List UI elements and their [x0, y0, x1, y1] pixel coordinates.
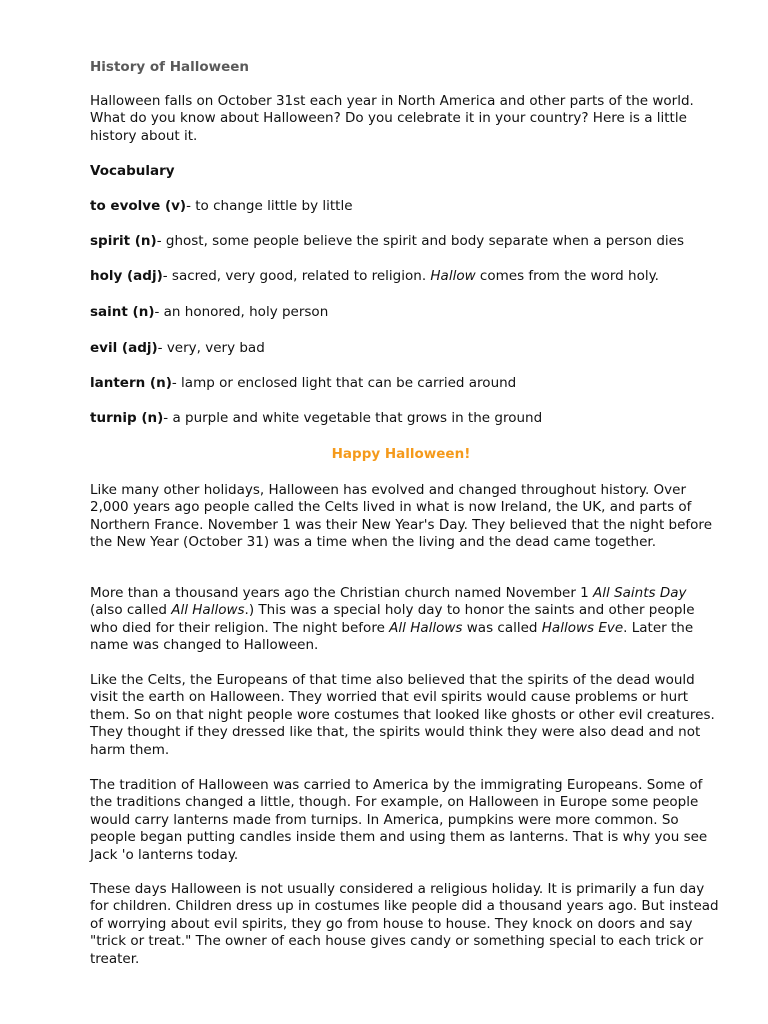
- vocab-item-turnip: [90, 410, 730, 427]
- vocab-item-spirit: [90, 233, 730, 250]
- vocab-definition: - sacred, very good, related to religion.: [162, 268, 431, 284]
- text-run-italic: All Hallows: [389, 619, 463, 636]
- vocab-definition-italic: Hallow: [430, 268, 476, 284]
- vocab-definition: - very, very bad: [157, 340, 265, 356]
- vocab-definition-rest: comes from the word holy.: [475, 268, 659, 284]
- intro-paragraph: Halloween falls on October 31st each year in North America and other parts of the world. What do you know about Halloween? Do you celebrate it in your country? Here is a little history about it.: [90, 93, 694, 144]
- vocab-definition: - to change little by little: [186, 198, 353, 214]
- text-run-italic: Hallows Eve: [541, 619, 624, 636]
- vocab-term: holy (adj): [90, 268, 163, 284]
- vocab-item-evil: [90, 340, 730, 357]
- vocab-term: turnip (n): [90, 410, 164, 426]
- paragraph-celts: Like many other holidays, Halloween has evolved and changed throughout history. Over 2,000 years ago people called the Celts lived in what is now Ireland, the UK, and parts of Northern France. November 1 was their New Year's Day. They believed that the night before the New Year (October 31) was a time when the living and the dead came together.: [90, 482, 712, 551]
- paragraph-all-saints: [90, 585, 720, 655]
- vocab-term: to evolve (v): [90, 198, 187, 214]
- page-title: History of Halloween: [90, 59, 250, 75]
- vocab-definition: - lamp or enclosed light that can be carried around: [171, 375, 517, 391]
- vocab-term: lantern (n): [90, 375, 172, 391]
- vocab-item-evolve: [90, 198, 730, 215]
- vocab-item-lantern: [90, 375, 730, 392]
- paragraph-these-days: These days Halloween is not usually considered a religious holiday. It is primarily a fun day for children. Children dress up in costumes like people did a thousand years ago. But instead of worrying about evil spirits, they go from house to house. They knock on doors and say "trick or treat." The owner of each house gives candy or something special to each trick or treater.: [90, 881, 719, 967]
- text-run-italic: All Saints Day: [593, 585, 687, 601]
- text-run: (also called: [90, 602, 172, 619]
- paragraph-america: The tradition of Halloween was carried to America by the immigrating Europeans. Some of the traditions changed a little, though. For example, on Halloween in Europe some people would carry lanterns made from turnips. In America, pumpkins were more common. So people began putting candles inside them and using them as lanterns. That is why you see Jack 'o lanterns today.: [90, 777, 708, 863]
- vocab-item-saint: [90, 304, 730, 321]
- vocab-term: saint (n): [90, 304, 155, 320]
- text-run: More than a thousand years ago the Christian church named November 1: [90, 585, 594, 601]
- text-run-italic: All Hallows: [171, 602, 245, 619]
- paragraph-europeans: Like the Celts, the Europeans of that time also believed that the spirits of the dead would visit the earth on Halloween. They worried that evil spirits would cause problems or hurt them. So on that night people wore costumes that looked like ghosts or other evil creatures. They thought if they dressed like that, the spirits would think they were also dead and not harm them.: [90, 672, 715, 758]
- vocab-definition: - ghost, some people believe the spirit and body separate when a person dies: [156, 233, 685, 249]
- vocab-definition: - a purple and white vegetable that grows in the ground: [163, 410, 543, 426]
- vocab-definition: - an honored, holy person: [154, 304, 329, 320]
- text-run: was called: [462, 619, 542, 636]
- vocab-item-holy: [90, 268, 730, 285]
- happy-halloween-banner: Happy Halloween!: [331, 446, 471, 462]
- text-run: .) This was a special holy day to honor the saints and other people who died for their religion. The night before: [90, 602, 695, 636]
- text-run: . Later the name was changed to Halloween.: [90, 619, 694, 654]
- vocab-term: evil (adj): [90, 340, 158, 356]
- vocabulary-heading: Vocabulary: [90, 163, 175, 179]
- vocab-term: spirit (n): [90, 233, 157, 249]
